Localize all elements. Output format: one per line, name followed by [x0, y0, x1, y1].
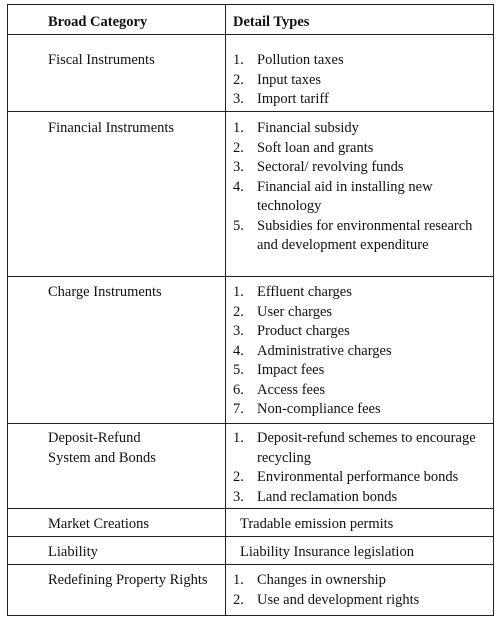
- list-item: 2. Use and development rights: [233, 591, 420, 608]
- detail-list-fiscal: [233, 51, 488, 110]
- list-item: 5. Impact fees: [233, 362, 325, 378]
- list-item: 7. Non-compliance fees: [233, 401, 381, 417]
- instruments-table: [7, 4, 494, 616]
- list-item: 2. Input taxes: [233, 71, 322, 88]
- list-item: 3. Product charges: [233, 323, 350, 339]
- category-charge: Charge Instruments: [48, 284, 162, 300]
- detail-list-property-rights: [233, 571, 488, 610]
- detail-list-charge: [233, 283, 488, 420]
- category-liability: Liability: [48, 544, 98, 560]
- list-item: 1. Financial subsidy: [233, 120, 359, 136]
- row-divider: [8, 536, 493, 537]
- category-financial: Financial Instruments: [48, 120, 175, 136]
- category-market-creations: Market Creations: [48, 516, 150, 532]
- column-divider: [225, 5, 226, 615]
- detail-liability: Liability Insurance legislation: [240, 544, 414, 560]
- category-fiscal: Fiscal Instruments: [48, 52, 155, 68]
- category-deposit-refund: Deposit-Refund System and Bonds: [48, 430, 156, 466]
- list-item: 6. Access fees: [233, 381, 326, 398]
- list-item: 2. Soft loan and grants: [233, 139, 374, 156]
- list-item: 3. Import tariff: [233, 91, 329, 107]
- list-item: 1. Effluent charges: [233, 284, 352, 300]
- list-item: 4. Financial aid in installing new technology: [233, 178, 433, 214]
- list-item: 1. Changes in ownership: [233, 572, 386, 588]
- list-item: 1. Pollution taxes: [233, 52, 344, 68]
- header-divider: [8, 34, 493, 35]
- header-detail-types: Detail Types: [233, 14, 310, 30]
- row-divider: [8, 276, 493, 277]
- list-item: 2. User charges: [233, 303, 333, 320]
- row-divider: [8, 423, 493, 424]
- row-divider: [8, 111, 493, 112]
- row-divider: [8, 564, 493, 565]
- list-item: 3. Land reclamation bonds: [233, 488, 398, 505]
- header-broad-category: Broad Category: [48, 14, 148, 30]
- list-item: 5. Subsidies for environmental research and development expenditure: [233, 217, 473, 253]
- row-divider: [8, 508, 493, 509]
- list-item: 2. Environmental performance bonds: [233, 469, 459, 485]
- list-item: 1. Deposit-refund schemes to encourage recycling: [233, 430, 476, 466]
- list-item: 4. Administrative charges: [233, 342, 392, 359]
- detail-list-financial: [233, 119, 488, 256]
- detail-market-creations: Tradable emission permits: [240, 516, 394, 532]
- detail-list-deposit-refund: [233, 429, 488, 507]
- category-property-rights: Redefining Property Rights: [48, 572, 208, 588]
- list-item: 3. Sectoral/ revolving funds: [233, 159, 404, 175]
